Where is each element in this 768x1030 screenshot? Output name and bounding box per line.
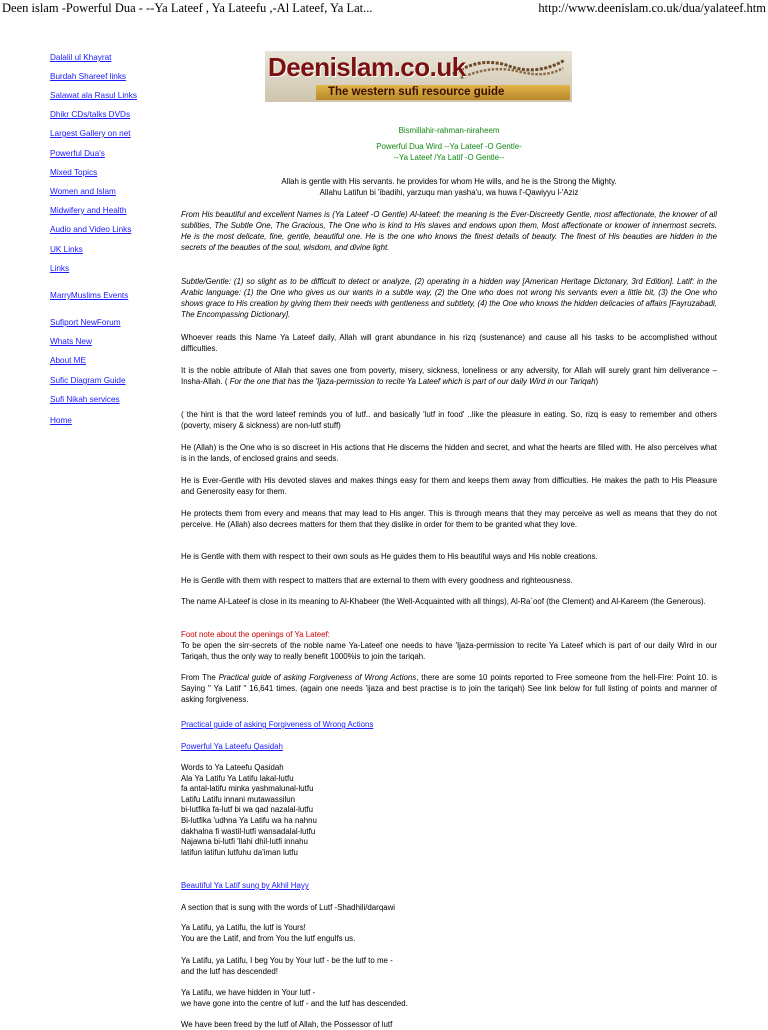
song-stanza: [181, 955, 717, 977]
banner-brand: Deenislam.co.uk: [268, 52, 466, 82]
footnote-heading: Foot note about the openings of Ya Lateef:: [181, 630, 330, 639]
qasidah-line: dakhalna fi wastil-lutfi wansadalal-lutfu: [181, 826, 316, 836]
song-line: Ya Latifu, ya Latifu, the lutf is Yours!: [181, 923, 306, 932]
song-stanza: [181, 987, 717, 1009]
link-akhil-hayy[interactable]: Beautiful Ya Latif sung by Akhil Hayy: [181, 881, 309, 890]
paragraph-practical: [181, 672, 717, 705]
sidebar-link[interactable]: Burdah Shareef links: [50, 72, 127, 81]
qasidah-lyrics: [181, 763, 717, 858]
sidebar-link[interactable]: Links: [50, 264, 70, 273]
sidebar-link[interactable]: MarryMuslims Events: [50, 291, 129, 300]
paragraph-external: He is Gentle with them with respect to matters that are external to them with every goodness and righteousness.: [181, 576, 573, 585]
paragraph-hint: ( the hint is that the word lateef reminds you of lutf.. and basically 'lutf in food' ..like the pleasure in eating. So, rizq is easy to remember and others (poverty, misery & sickness) are non-lutf stuff): [181, 410, 717, 430]
sidebar-link[interactable]: Sufiport NewForum: [50, 318, 121, 327]
paragraph-close: The name Al-Lateef is close in its meaning to Al-Khabeer (the Well-Acquainted with all things), Al-Ra`oof (the Clement) and Al-Kareem (the Generous).: [181, 597, 706, 606]
qasidah-line: Bi-lutfika 'udhna Ya Latifu wa ha nahnu: [181, 815, 317, 825]
sidebar-link[interactable]: Sufi Nikah services: [50, 395, 120, 404]
heading-line-2: --Ya Lateef /Ya Latif -O Gentle--: [393, 153, 505, 162]
banner-tagline: The western sufi resource guide: [316, 85, 570, 100]
intro-line-1: Allah is gentle with His servants. he provides for whom He wills, and he is the Strong the Mighty.: [281, 177, 617, 186]
qasidah-line: Latifu Latifu innani mutawassilun: [181, 794, 296, 804]
sidebar-link[interactable]: Home: [50, 416, 72, 425]
sidebar-link[interactable]: Midwifery and Health: [50, 206, 127, 215]
song-line-cut: We have been freed by the lutf of Allah, the Possessor of lutf: [181, 1020, 393, 1029]
qasidah-line: fa antal-latifu minka yashmalunal-lutfu: [181, 784, 314, 794]
footnote-text: To be open the sirr-secrets of the noble name Ya-Lateef one needs to have 'Ijaza-permission to recite Ya Lateef which is part of our daily Wird in our Tariqah, thus the only way to really benefit 1000%is to join the tariqah.: [181, 641, 717, 661]
qasidah-line: Words to Ya Lateefu Qasidah: [181, 763, 284, 772]
song-line: You are the Latif, and from You the lutf engulfs us.: [181, 934, 356, 943]
qasidah-line: bi-lutfika fa-lutf bi wa qad nazalal-lutfu: [181, 805, 314, 815]
practical-italic: Practical guide of asking Forgiveness of Wrong Actions: [218, 673, 417, 682]
print-header: [0, 0, 768, 20]
qasidah-line: Najawna bi-lutfi 'llahi dhil-lutfi innahu: [181, 837, 308, 847]
song-line: Ya Latifu, we have hidden in Your lutf -: [181, 988, 316, 997]
intro-line-2: Allahu Latifun bi 'ibadihi, yarzuqu man yasha'u, wa huwa l'-Qawiyyu l-'Aziz: [319, 188, 579, 197]
song-line: Ya Latifu, ya Latifu, I beg You by Your lutf - be the lutf to me -: [181, 956, 393, 965]
link-practical-guide[interactable]: Practical guide of asking Forgiveness of Wrong Actions: [181, 720, 374, 729]
sidebar-link[interactable]: UK Links: [50, 245, 83, 254]
section-line: A section that is sung with the words of Lutf -Shadhili/darqawi: [181, 903, 396, 912]
sidebar-link[interactable]: Whats New: [50, 337, 92, 346]
sidebar-link[interactable]: Dhikr CDs/talks DVDs: [50, 110, 131, 119]
page-title: Deen islam -Powerful Dua - --Ya Lateef , Ya Lateefu ,-Al Lateef, Ya Lat...: [2, 1, 373, 15]
paragraph-discreet: He (Allah) is the One who is so discreet in His actions that He discerns the hidden and secret, and what the hearts are filled with. He also perceives what is in the lands, of enclosed grains and seeds.: [181, 443, 717, 463]
noble-text: It is the noble attribute of Allah that saves one from poverty, misery, sickness, loneliness or any adversity, for Allah will surely grant him deliverance – Insha-Allah. (: [181, 366, 717, 386]
sidebar-link[interactable]: Women and Islam: [50, 187, 116, 196]
paragraph-evergentle: He is Ever-Gentle with His devoted slaves and makes things easy for them and keeps them away from difficulties. He makes the path to His Pleasure and Generosity easy for them.: [181, 476, 717, 496]
practical-text-a: From The: [181, 673, 219, 682]
sidebar-link[interactable]: Salawat ala Rasul Links: [50, 91, 137, 100]
song-stanza: [181, 922, 717, 944]
sidebar-link[interactable]: Dalalil ul Khayrat: [50, 53, 112, 62]
sidebar-link[interactable]: Largest Gallery on net: [50, 129, 131, 138]
paragraph-whoever: Whoever reads this Name Ya Lateef daily, Allah will grant abundance in his rizq (sustenance) and cause all his tasks to be accomplished without difficulties.: [181, 333, 717, 353]
page-url: http://www.deenislam.co.uk/dua/yalateef.htm: [538, 1, 766, 15]
heading-line-1: Powerful Dua Wird --Ya Lateef -O Gentle-: [376, 142, 522, 151]
practical-text-b: , there are some 10 points reported to Free someone from the hell-Fire: Point 10. is Saying " Ya Latif " 16,641 times. (again one needs 'ijaza and best practise is to join the tariqah) See link below for full listing of points and manner of asking forgiveness.: [181, 673, 718, 704]
sidebar-link[interactable]: Powerful Dua's: [50, 149, 105, 158]
prayer-beads-icon: [451, 54, 567, 80]
paragraph-noble: [181, 365, 717, 387]
song-line: and the lutf has descended!: [181, 967, 278, 976]
paragraph-subtle: Subtle/Gentle: (1) so slight as to be difficult to detect or analyze, (2) operating in a hidden way [American Heritage Dictonary, 3rd Edition]. Latif: in the Arabic language: (1) the One who gives us our wants in a subtle way, (2) the One who does not wrong his servants even a little bit, (3) the One who shows grace to His creation by giving them their needs with gentleness and subtlety, (4) the One who knows the hidden delicacies of affairs [Fayruzabadi, The Encompassing Dictionary].: [181, 277, 717, 319]
paragraph-souls: He is Gentle with them with respect to their own souls as He guides them to His beautiful ways and His noble creations.: [181, 552, 598, 561]
paragraph-names: From His beautiful and excellent Names is (Ya Lateef -O Gentle) Al-lateef: the meaning is the Ever-Discreetly Gentle, most affectionate, the knower of all sublities, The Subtle One, The Gracious, The One who is kind to His slaves and endows upon them, Most affectionate or knower of innermost secrets. He is the most delicate, fine, gentle, beautiful one. He is the one who knows the finest details of beauty. The finest of His beauties are hidden in the secrets of the beauties of the soul, wisdom, and divine light.: [181, 210, 717, 252]
link-qasidah[interactable]: Powerful Ya Lateefu Qasidah: [181, 742, 283, 751]
bismillah: Bismillahir-rahman-niraheem: [398, 126, 500, 135]
site-banner-logo: [265, 51, 572, 102]
qasidah-line: Ala Ya Latifu Ya Latifu lakal-lutfu: [181, 773, 294, 783]
qasidah-line: latifun latifun lutfuhu da'iman lutfu: [181, 847, 298, 857]
song-line: we have gone into the centre of lutf - and the lutf has descended.: [181, 999, 408, 1008]
sidebar-link[interactable]: Mixed Topics: [50, 168, 98, 177]
noble-italic: For the one that has the 'Ijaza-permission to recite Ya Lateef which is part of our daily Wird in our Tariqah: [227, 377, 596, 386]
paragraph-protects: He protects them from every and means that may lead to His anger. This is through means that they may perceive as well as means that they do not perceive. He (Allah) also decrees matters for them that they dislike in order for them to be granted what they love.: [181, 509, 717, 529]
sidebar-link[interactable]: About ME: [50, 356, 86, 365]
noble-end: ): [595, 377, 599, 386]
sidebar-link[interactable]: Audio and Video Links: [50, 225, 132, 234]
sidebar-link[interactable]: Sufic Diagram Guide: [50, 376, 126, 385]
